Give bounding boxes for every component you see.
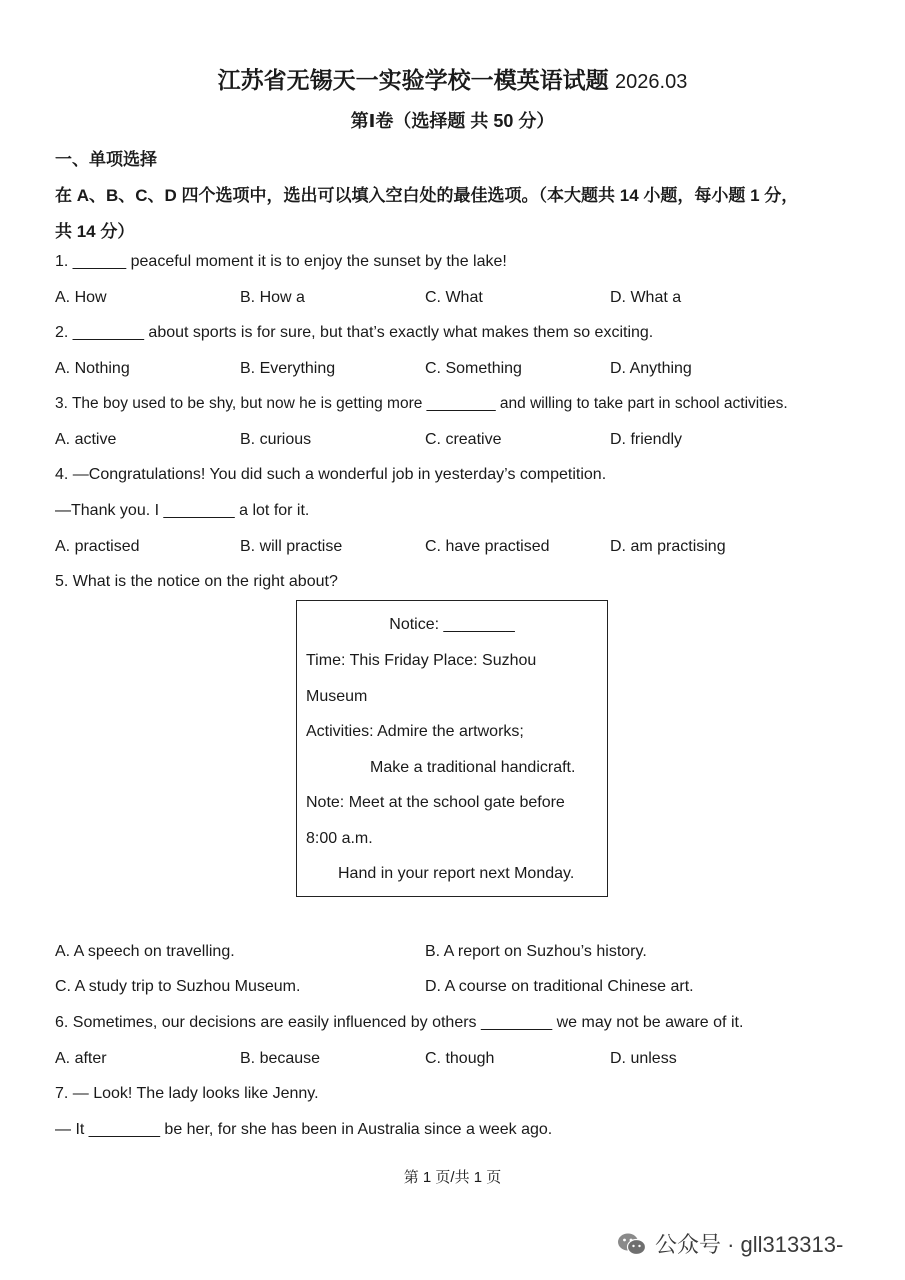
question-3-option-c: C. creative (425, 431, 502, 448)
question-4-option-d: D. am practising (610, 538, 726, 555)
notice-line-museum: Museum (306, 688, 368, 705)
instruction-line-1: 在 A、B、C、D 四个选项中，选出可以填入空白处的最佳选项。（本大题共 14 小题，每小题 1 分， (55, 186, 799, 205)
paper-subtitle: 第Ⅰ卷（选择题 共 50 分） (350, 111, 555, 131)
question-6-option-b: B. because (240, 1050, 321, 1067)
title-text: 江苏省无锡天一实验学校一模英语试题 (217, 67, 609, 93)
question-7-reply: — It ________ be her, for she has been in Australia since a week ago. (55, 1121, 553, 1138)
question-5-stem: 5. What is the notice on the right about? (55, 573, 338, 590)
question-4-reply: —Thank you. I ________ a lot for it. (55, 502, 310, 519)
watermark (617, 1228, 843, 1259)
question-3-option-b: B. curious (240, 431, 312, 448)
section-heading: 一、单项选择 (55, 150, 157, 169)
notice-line-handicraft: Make a traditional handicraft. (370, 759, 576, 776)
question-5-option-b: B. A report on Suzhou’s history. (425, 943, 647, 960)
question-1-option-c: C. What (425, 289, 483, 306)
question-5-option-d: D. A course on traditional Chinese art. (425, 978, 694, 995)
watermark-text: 公众号 · gll313313- (655, 1232, 844, 1257)
question-2-option-a: A. Nothing (55, 360, 130, 377)
question-7-stem: 7. — Look! The lady looks like Jenny. (55, 1085, 319, 1102)
question-6-option-a: A. after (55, 1050, 107, 1067)
page-title (0, 62, 905, 95)
notice-line-time: Time: This Friday Place: Suzhou (306, 652, 537, 669)
question-1-option-b: B. How a (240, 289, 305, 306)
notice-heading: Notice: ________ (389, 616, 515, 633)
question-6-option-d: D. unless (610, 1050, 677, 1067)
question-3-stem: 3. The boy used to be shy, but now he is getting more ________ and willing to take part in school activities. (55, 395, 788, 412)
instruction-line-2: 共 14 分） (55, 222, 135, 241)
wechat-icon (617, 1232, 647, 1256)
notice-box (296, 600, 608, 897)
page-number: 第 1 页/共 1 页 (403, 1169, 502, 1186)
notice-line-report: Hand in your report next Monday. (338, 865, 575, 882)
question-2-option-b: B. Everything (240, 360, 336, 377)
question-3-option-a: A. active (55, 431, 117, 448)
title-date: 2026.03 (615, 71, 688, 93)
question-4-stem: 4. —Congratulations! You did such a wonderful job in yesterday’s competition. (55, 466, 607, 483)
notice-line-activities: Activities: Admire the artworks; (306, 723, 524, 740)
question-2-stem: 2. ________ about sports is for sure, but that’s exactly what makes them so exciting. (55, 324, 654, 341)
question-6-stem: 6. Sometimes, our decisions are easily influenced by others ________ we may not be aware of it. (55, 1014, 744, 1031)
question-2-option-c: C. Something (425, 360, 522, 377)
notice-line-note: Note: Meet at the school gate before (306, 794, 565, 811)
question-5-option-c: C. A study trip to Suzhou Museum. (55, 978, 301, 995)
question-1-stem: 1. ______ peaceful moment it is to enjoy the sunset by the lake! (55, 253, 507, 270)
question-5-option-a: A. A speech on travelling. (55, 943, 235, 960)
question-3-option-d: D. friendly (610, 431, 683, 448)
notice-line-time2: 8:00 a.m. (306, 830, 373, 847)
question-1-option-a: A. How (55, 289, 107, 306)
question-4-option-a: A. practised (55, 538, 140, 555)
question-4-option-c: C. have practised (425, 538, 550, 555)
question-1-option-d: D. What a (610, 289, 682, 306)
question-4-option-b: B. will practise (240, 538, 343, 555)
question-6-option-c: C. though (425, 1050, 495, 1067)
question-2-option-d: D. Anything (610, 360, 692, 377)
